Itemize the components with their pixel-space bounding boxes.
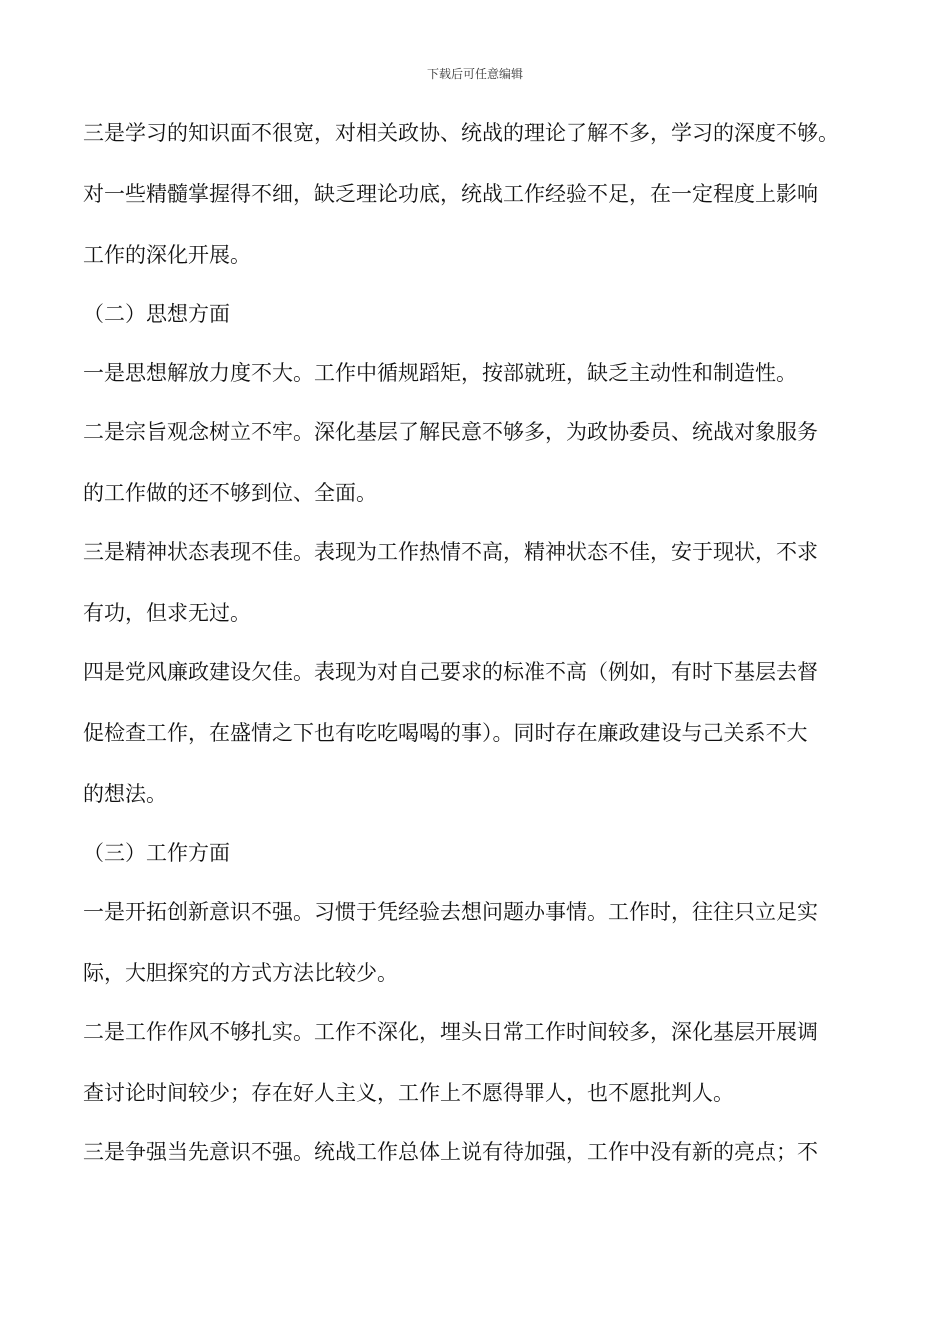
text-line: 查讨论时间较少；存在好人主义，工作上不愿得罪人，也不愿批判人。 xyxy=(83,1081,734,1105)
text-line: 二是宗旨观念树立不牢。深化基层了解民意不够多，为政协委员、统战对象服务 xyxy=(83,420,818,444)
text-line: 一是思想解放力度不大。工作中循规蹈矩，按部就班，缺乏主动性和制造性。 xyxy=(83,361,797,385)
text-line: 工作的深化开展。 xyxy=(83,243,251,267)
text-line: 有功，但求无过。 xyxy=(83,601,251,625)
page-header: 下载后可任意编辑 xyxy=(426,67,523,81)
text-line: 三是精神状态表现不佳。表现为工作热情不高，精神状态不佳，安于现状，不求 xyxy=(83,540,818,564)
text-line: 际，大胆探究的方式方法比较少。 xyxy=(83,961,398,985)
section-heading: （三）工作方面 xyxy=(83,841,230,865)
text-line: 三是学习的知识面不很宽，对相关政协、统战的理论了解不多，学习的深度不够。 xyxy=(83,121,839,145)
document-body xyxy=(83,118,883,1167)
text-line: 促检查工作，在盛情之下也有吃吃喝喝的事）。同时存在廉政建设与己关系不大 xyxy=(83,721,808,745)
section-heading: （二）思想方面 xyxy=(83,302,230,326)
text-line: 一是开拓创新意识不强。习惯于凭经验去想问题办事情。工作时，往往只立足实 xyxy=(83,900,818,924)
text-line: 三是争强当先意识不强。统战工作总体上说有待加强，工作中没有新的亮点；不 xyxy=(83,1140,818,1164)
text-line: 四是党风廉政建设欠佳。表现为对自己要求的标准不高（例如，有时下基层去督 xyxy=(83,660,818,684)
text-line: 的工作做的还不够到位、全面。 xyxy=(83,481,377,505)
text-line: 二是工作作风不够扎实。工作不深化，埋头日常工作时间较多，深化基层开展调 xyxy=(83,1020,818,1044)
text-line: 的想法。 xyxy=(83,782,167,806)
text-line: 对一些精髓掌握得不细，缺乏理论功底，统战工作经验不足，在一定程度上影响 xyxy=(83,182,818,206)
